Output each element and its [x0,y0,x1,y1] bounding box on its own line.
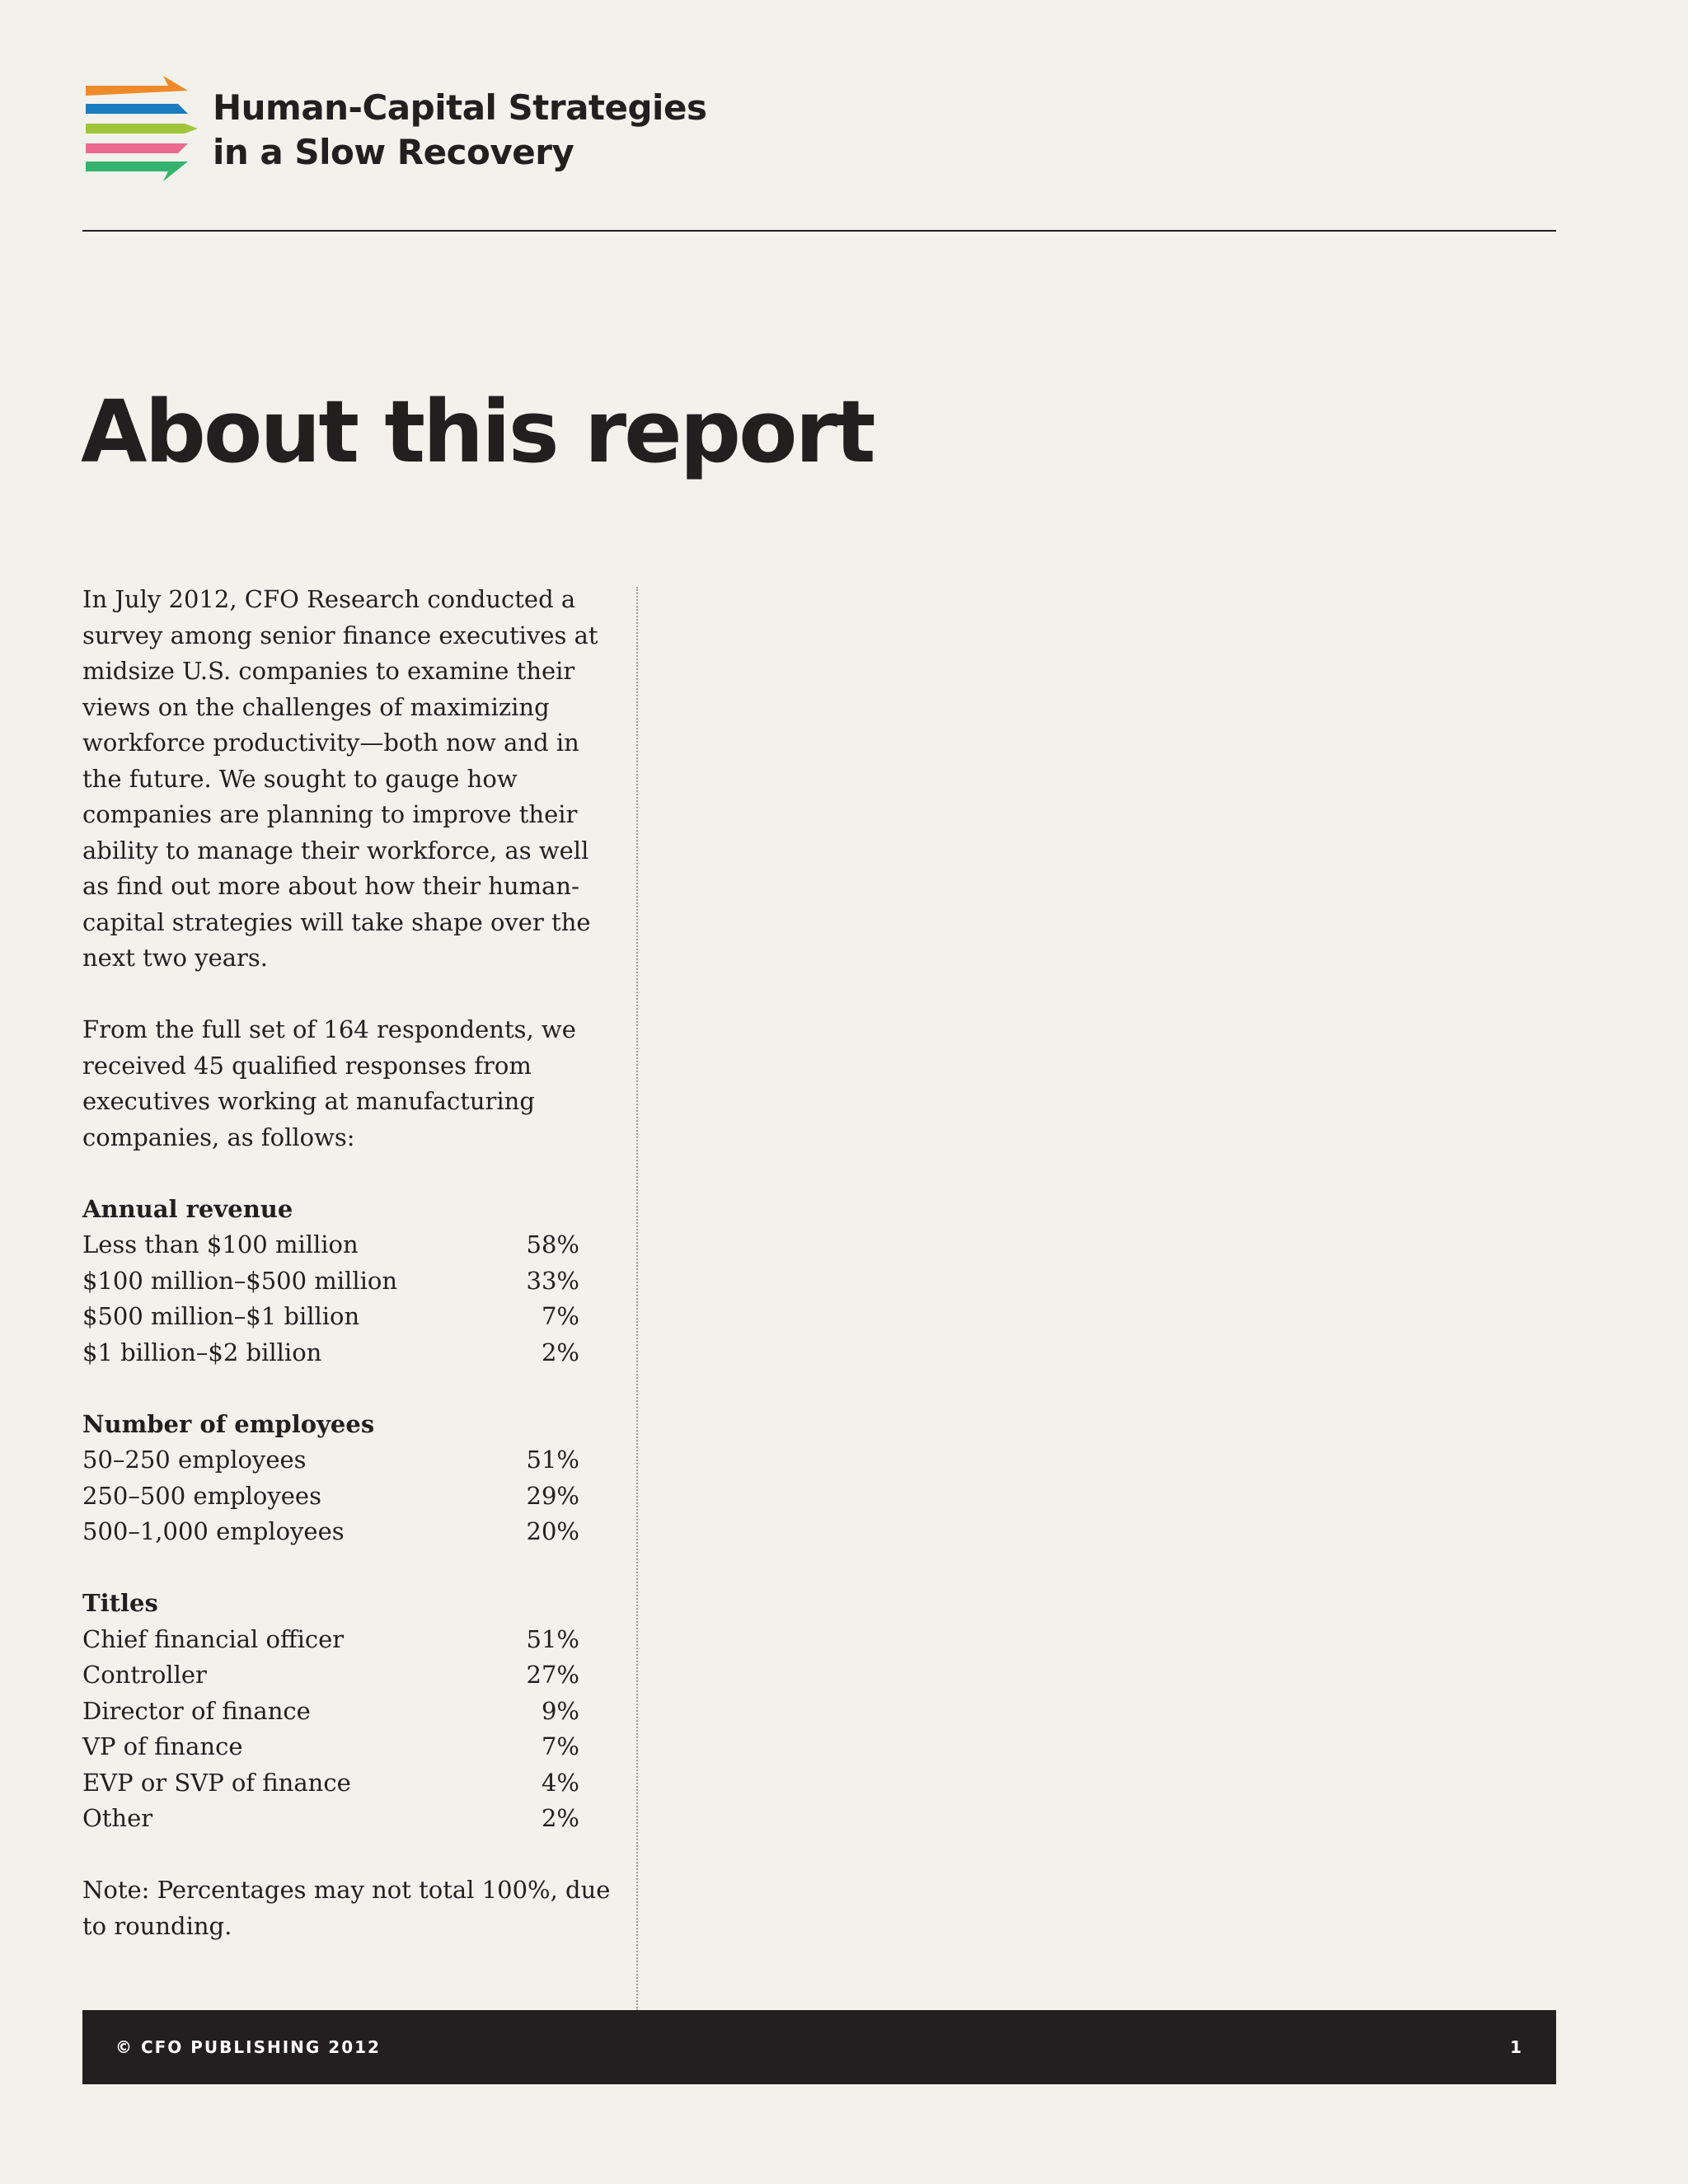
row-value: 2% [541,1804,579,1832]
row-value: 27% [526,1661,579,1689]
list-item [82,1765,579,1802]
page-number: 1 [1510,2037,1523,2057]
row-label: Director of finance [82,1696,311,1725]
section-heading: Number of employees [82,1409,375,1438]
employees-section [82,1407,614,1550]
report-series-title [213,86,706,175]
row-label: Other [82,1804,153,1832]
row-value: 33% [526,1266,579,1295]
row-label: 250–500 employees [82,1481,321,1510]
column-divider [636,587,638,2011]
list-item [82,1263,579,1300]
row-label: 500–1,000 employees [82,1517,345,1545]
row-value: 7% [541,1302,579,1330]
row-label: Chief financial officer [82,1624,345,1653]
row-value: 58% [526,1230,579,1258]
annual-revenue-section [82,1192,614,1371]
row-label: 50–250 employees [82,1446,307,1474]
row-value: 9% [541,1696,579,1725]
row-label: EVP or SVP of finance [82,1768,351,1797]
row-value: 2% [541,1338,579,1366]
list-item [82,1657,579,1694]
row-label: Less than $100 million [82,1230,359,1258]
list-item [82,1694,579,1730]
list-item [82,1335,579,1371]
list-item [82,1622,579,1658]
arrows-logo-icon [82,76,202,181]
row-label: VP of finance [82,1732,243,1760]
titles-section [82,1586,614,1837]
row-label: $500 million–$1 billion [82,1302,360,1330]
row-value: 29% [526,1481,579,1510]
report-series-title-line2: in a Slow Recovery [213,132,574,172]
list-item [82,1299,579,1335]
rounding-note: Note: Percentages may not total 100%, due to rounding. [82,1876,611,1940]
row-label: Controller [82,1661,207,1689]
row-value: 51% [526,1446,579,1474]
list-item [82,1514,579,1550]
respondents-paragraph: From the full set of 164 respondents, we received 45 qualified responses from executives working at manufacturing companies, as follows: [82,1015,576,1151]
report-series-title-line1: Human-Capital Strategies [213,87,707,128]
copyright-text: © CFO PUBLISHING 2012 [115,2037,381,2057]
report-header [82,74,1556,231]
header-divider [82,230,1556,232]
section-heading: Titles [82,1589,158,1617]
row-label: $100 million–$500 million [82,1266,398,1295]
row-value: 51% [526,1624,579,1653]
list-item [82,1442,579,1479]
row-value: 7% [541,1732,579,1760]
page-footer [82,2010,1556,2084]
row-value: 4% [541,1768,579,1797]
page-title: About this report [81,382,874,482]
section-heading: Annual revenue [82,1194,293,1223]
list-item [82,1479,579,1515]
report-body-column [82,582,614,1980]
row-label: $1 billion–$2 billion [82,1338,322,1366]
list-item [82,1729,579,1765]
list-item [82,1801,579,1837]
list-item [82,1227,579,1263]
intro-paragraph: In July 2012, CFO Research conducted a survey among senior finance executives at midsize U.S. companies to examine their views on the challenges of maximizing workforce productivity—both now and in the future. We sought to gauge how companies are planning to improve their ability to manage their workforce, as well as find out more about how their human-capital strategies will take shape over the next two years. [82,585,598,972]
row-value: 20% [526,1517,579,1545]
